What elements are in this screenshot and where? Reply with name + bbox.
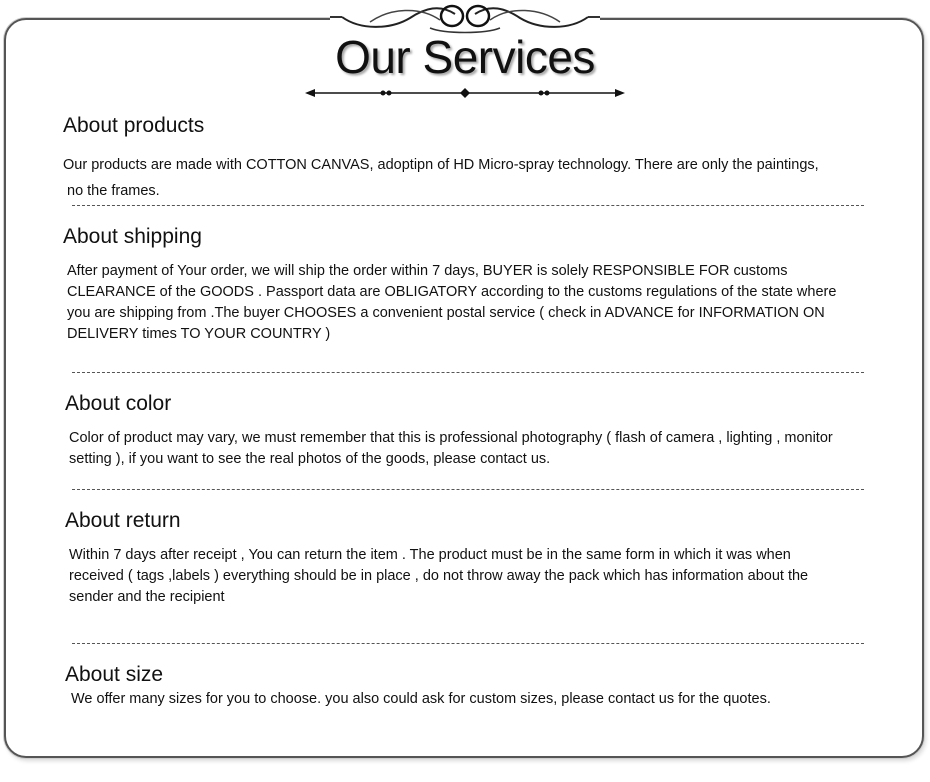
section-heading: About return: [65, 509, 181, 532]
section-heading: About size: [65, 663, 164, 686]
section-line: Within 7 days after receipt , You can return the item . The product must be in the same form in which it was when: [69, 547, 791, 563]
section-products: [63, 114, 873, 204]
section-return: [65, 509, 875, 608]
section-line: setting ), if you want to see the real photos of the goods, please contact us.: [69, 451, 551, 467]
section-line: DELIVERY times TO YOUR COUNTRY ): [67, 326, 331, 342]
section-line: Color of product may vary, we must remember that this is professional photography ( flash of camera , lighting , monitor: [69, 430, 833, 446]
divider-ornament-icon: [305, 86, 625, 100]
section-line: CLEARANCE of the GOODS . Passport data are OBLIGATORY according to the customs regulations of the state where: [67, 284, 837, 300]
section-line: you are shipping from .The buyer CHOOSES a convenient postal service ( check in ADVANCE for INFORMATION ON: [67, 305, 825, 321]
dashed-divider: [72, 372, 864, 373]
section-line: We offer many sizes for you to choose. you also could ask for custom sizes, please contact us for the quotes.: [71, 691, 771, 707]
section-shipping: [63, 225, 873, 345]
section-color: [65, 392, 875, 470]
dashed-divider: [72, 643, 864, 644]
section-heading: About color: [65, 392, 172, 415]
section-size: [65, 663, 875, 710]
dashed-divider: [72, 205, 864, 206]
section-heading: About shipping: [63, 225, 202, 248]
dashed-divider: [72, 489, 864, 490]
page-title: Our Services: [335, 31, 595, 83]
section-line: received ( tags ,labels ) everything should be in place , do not throw away the pack which has information about the: [69, 568, 809, 584]
section-line: sender and the recipient: [69, 589, 225, 605]
section-line: Our products are made with COTTON CANVAS, adoptipn of HD Micro-spray technology. There are only the paintings,: [63, 157, 819, 173]
section-heading: About products: [63, 114, 205, 137]
section-line: no the frames.: [67, 183, 160, 199]
section-line: After payment of Your order, we will ship the order within 7 days, BUYER is solely RESPONSIBLE FOR customs: [67, 263, 788, 279]
